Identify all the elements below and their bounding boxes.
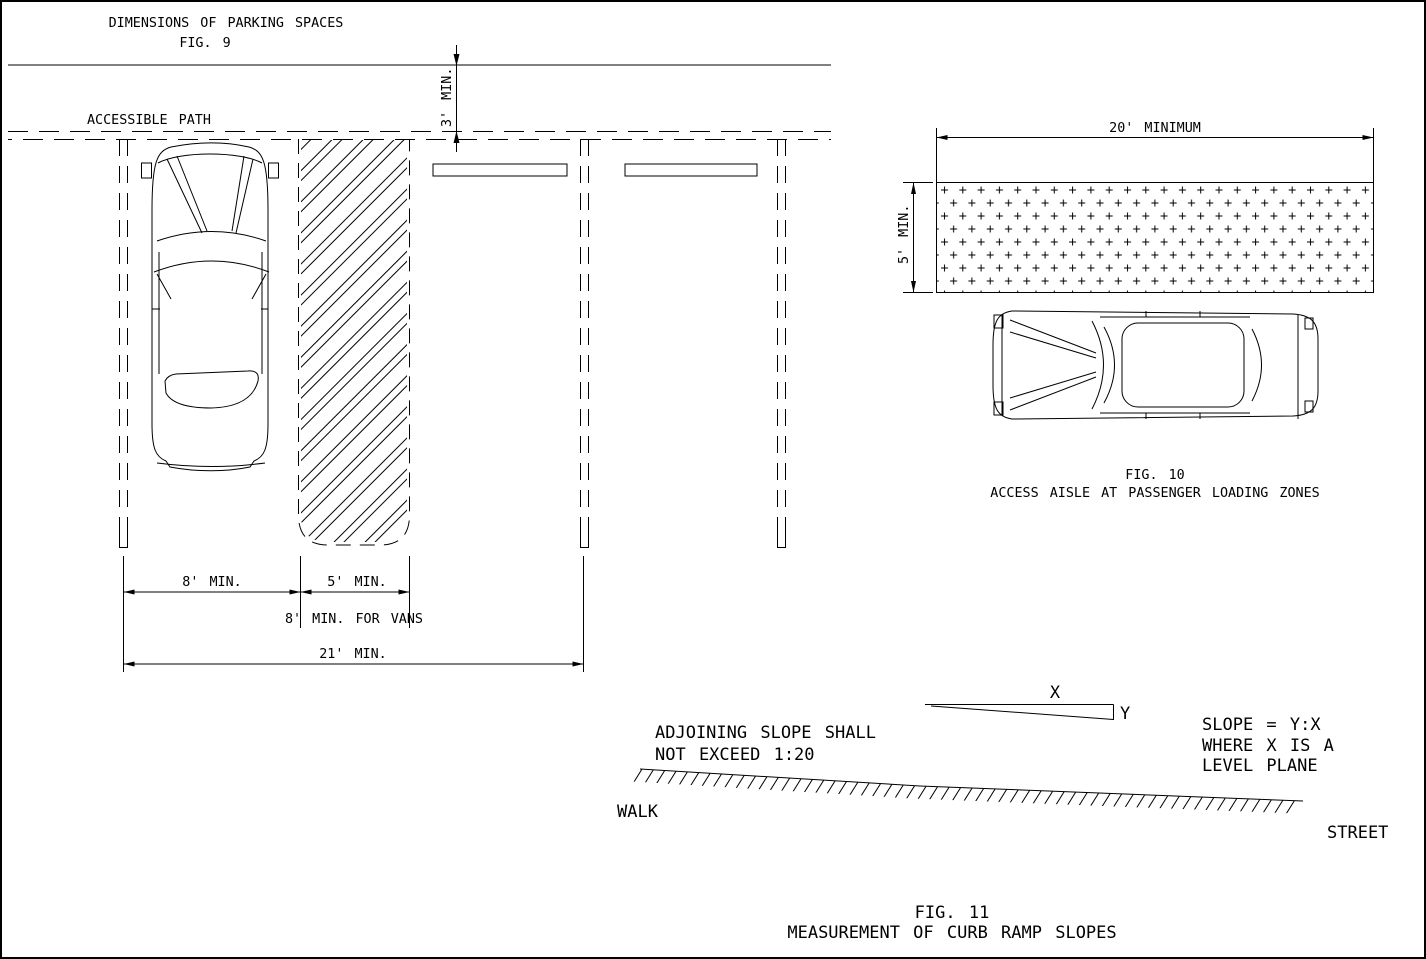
car-rear-window [1252, 329, 1262, 401]
fig9-parking-spaces [8, 16, 831, 672]
fig11-curb-ramp [617, 683, 1388, 943]
slope-note-line2: NOT EXCEED 1:20 [655, 745, 815, 765]
wheel-stop [625, 164, 757, 176]
dim-20ft [937, 121, 1374, 182]
wheel-stop [433, 164, 567, 176]
sheet-border [1, 1, 1425, 958]
car-windshield [1092, 321, 1115, 409]
fig10-label: FIG. 10 [1125, 468, 1185, 483]
street-label: STREET [1327, 823, 1389, 843]
dim-van-text: 8' MIN. FOR VANS [285, 612, 423, 627]
slope-formula-line3: LEVEL PLANE [1202, 756, 1318, 776]
dim-20ft-text: 20' MINIMUM [1109, 121, 1201, 136]
fig9-title: DIMENSIONS OF PARKING SPACES [108, 16, 344, 31]
fig9-label: FIG. 9 [179, 36, 231, 51]
fig10-caption: ACCESS AISLE AT PASSENGER LOADING ZONES [990, 486, 1320, 501]
dim-3ft [440, 45, 460, 152]
car-top-view-fig10 [993, 311, 1318, 419]
dim-5ft-vertical-text: 5' MIN. [897, 204, 912, 264]
loading-zone-area [937, 183, 1374, 293]
dim-5ft-text: 5' MIN. [327, 575, 387, 590]
slope-formula-line2: WHERE X IS A [1202, 736, 1334, 756]
fig11-caption: MEASUREMENT OF CURB RAMP SLOPES [787, 923, 1117, 943]
fig11-label: FIG. 11 [914, 903, 990, 923]
accessible-path-label: ACCESSIBLE PATH [87, 113, 211, 128]
slope-note-line1: ADJOINING SLOPE SHALL [655, 723, 876, 743]
car-top-view-fig9 [142, 143, 279, 471]
stall-stripes [120, 139, 786, 548]
dim-3ft-text: 3' MIN. [440, 67, 455, 127]
slope-y-label: Y [1120, 704, 1131, 724]
car-mirror-right [269, 163, 279, 178]
walk-label: WALK [617, 802, 658, 822]
car-hood-lines [1010, 320, 1096, 410]
car-windshield-lines [167, 156, 253, 233]
car-rear-window [165, 371, 258, 408]
dim-21ft-text: 21' MIN. [319, 647, 387, 662]
slope-x-label: X [1049, 683, 1061, 703]
fig9-dimensions [124, 556, 584, 672]
access-aisle-hatch [299, 139, 410, 545]
car-mirror-left [142, 163, 152, 178]
dim-8ft-text: 8' MIN. [182, 575, 242, 590]
car-rear-bumper [157, 463, 265, 467]
dim-5ft-vertical [897, 183, 933, 293]
slope-triangle [925, 683, 1130, 724]
car-roof [1122, 323, 1244, 407]
car-door-lines [152, 252, 268, 374]
slope-formula-line1: SLOPE = Y:X [1202, 715, 1321, 735]
fig10-loading-zone [897, 121, 1374, 501]
